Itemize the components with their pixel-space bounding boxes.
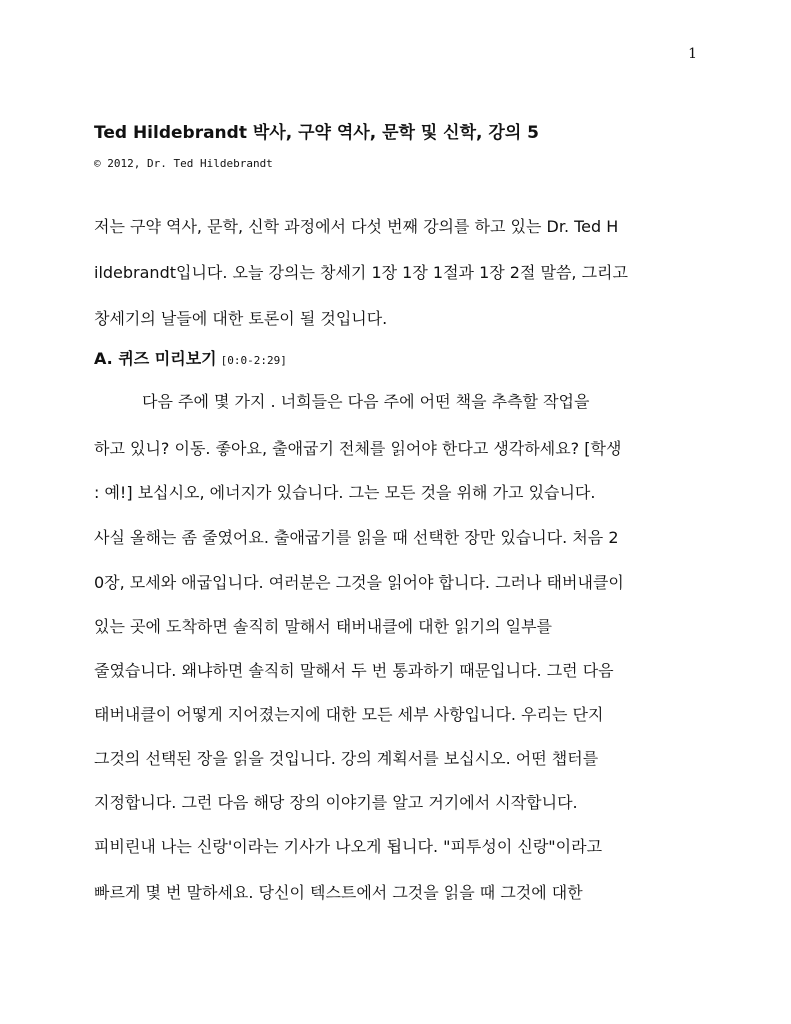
body-line: 줄였습니다. 왜냐하면 솔직히 말해서 두 번 통과하기 때문입니다. 그런 다음 (94, 661, 614, 680)
body-line: 그것의 선택된 장을 읽을 것입니다. 강의 계획서를 보십시오. 어떤 챕터를 (94, 749, 599, 768)
body-line: 피비린내 나는 신랑'이라는 기사가 나오게 됩니다. "피투성이 신랑"이라고 (94, 837, 603, 856)
intro-line: 창세기의 날들에 대한 토론이 될 것입니다. (94, 309, 388, 328)
body-line: 사실 올해는 좀 줄였어요. 출애굽기를 읽을 때 선택한 장만 있습니다. 처음 2 (94, 528, 619, 547)
copyright-line: © 2012, Dr. Ted Hildebrandt (94, 157, 273, 170)
page-number: 1 (688, 46, 697, 62)
body-line: 태버내클이 어떻게 지어졌는지에 대한 모든 세부 사항입니다. 우리는 단지 (94, 705, 604, 724)
document-title: Ted Hildebrandt 박사, 구약 역사, 문학 및 신학, 강의 5 (94, 123, 539, 143)
section-heading (94, 346, 287, 369)
body-line: : 예!] 보십시오, 에너지가 있습니다. 그는 모든 것을 위해 가고 있습니다. (94, 483, 596, 502)
body-line: 빠르게 몇 번 말하세요. 당신이 텍스트에서 그것을 읽을 때 그것에 대한 (94, 883, 583, 902)
section-heading-text: A. 퀴즈 미리보기 (94, 349, 217, 368)
body-line: 하고 있니? 이동. 좋아요, 출애굽기 전체를 읽어야 한다고 생각하세요? [학생 (94, 439, 622, 458)
body-line: 다음 주에 몇 가지 . 너희들은 다음 주에 어떤 책을 추측할 작업을 (142, 392, 590, 411)
intro-line: 저는 구약 역사, 문학, 신학 과정에서 다섯 번째 강의를 하고 있는 Dr. Ted H (94, 217, 619, 236)
body-line: 지정합니다. 그런 다음 해당 장의 이야기를 알고 거기에서 시작합니다. (94, 793, 578, 812)
body-line: 0장, 모세와 애굽입니다. 여러분은 그것을 읽어야 합니다. 그러나 태버내클이 (94, 573, 624, 592)
section-timecode: [0:0-2:29] (220, 354, 287, 367)
intro-line: ildebrandt입니다. 오늘 강의는 창세기 1장 1장 1절과 1장 2절 말씀, 그리고 (94, 263, 628, 282)
body-line: 있는 곳에 도착하면 솔직히 말해서 태버내클에 대한 읽기의 일부를 (94, 617, 553, 636)
